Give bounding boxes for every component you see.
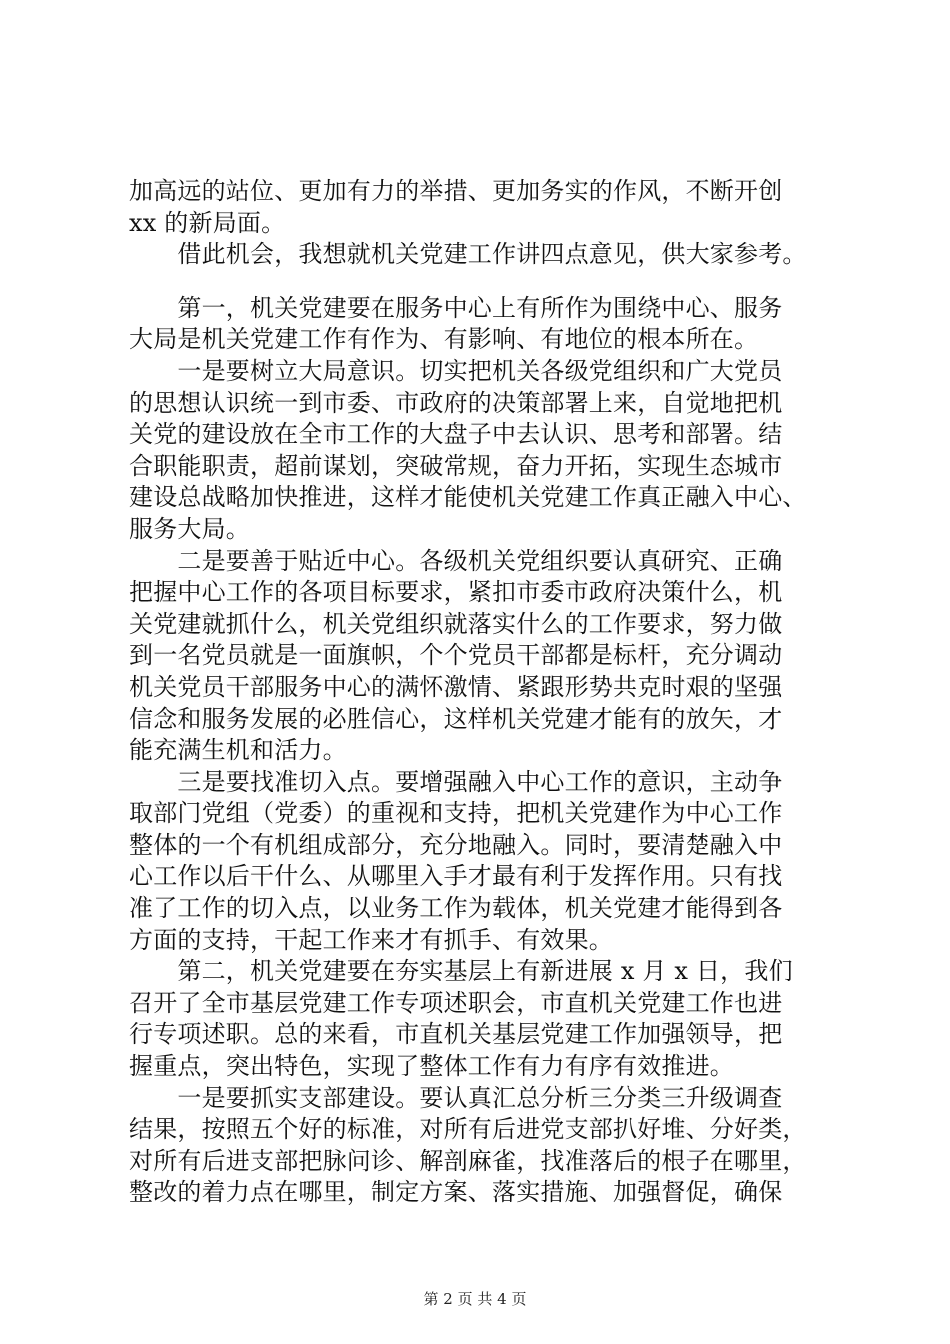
page-footer: [0, 1289, 950, 1309]
document-body: [129, 176, 829, 1209]
text-line: 机关党员干部服务中心的满怀激情、紧跟形势共克时艰的坚强: [129, 672, 783, 701]
text-line: 第一，机关党建要在服务中心上有所作为围绕中心、服务: [129, 293, 783, 322]
text-line: 能充满生机和活力。: [129, 736, 347, 765]
text-line: 心工作以后干什么、从哪里入手才最有利于发挥作用。只有找: [129, 862, 783, 891]
text-line: 准了工作的切入点，以业务工作为载体，机关党建才能得到各: [129, 894, 783, 923]
text-line: 二是要善于贴近中心。各级机关党组织要认真研究、正确: [129, 546, 783, 575]
text-line: 对所有后进支部把脉问诊、解剖麻雀，找准落后的根子在哪里，: [129, 1146, 807, 1175]
text-line: 结果，按照五个好的标准，对所有后进党支部扒好堆、分好类，: [129, 1115, 807, 1144]
text-line: 一是要树立大局意识。切实把机关各级党组织和广大党员: [129, 356, 783, 385]
text-line: 行专项述职。总的来看，市直机关基层党建工作加强领导，把: [129, 1020, 783, 1049]
paragraph-spacer: [129, 271, 829, 293]
text-line: 合职能职责，超前谋划，突破常规，奋力开拓，实现生态城市: [129, 451, 783, 480]
text-line: 到一名党员就是一面旗帜，个个党员干部都是标杆，充分调动: [129, 641, 783, 670]
text-line: 大局是机关党建工作有作为、有影响、有地位的根本所在。: [129, 325, 759, 354]
text-line: 加高远的站位、更加有力的举措、更加务实的作风，不断开创: [129, 177, 783, 205]
page-number-label: 第 2 页 共 4 页: [423, 1290, 527, 1308]
text-line: 握重点，突出特色，实现了整体工作有力有序有效推进。: [129, 1052, 734, 1081]
text-line: 三是要找准切入点。要增强融入中心工作的意识，主动争: [129, 767, 783, 796]
text-line: 关党的建设放在全市工作的大盘子中去认识、思考和部署。结: [129, 420, 783, 449]
text-line: 服务大局。: [129, 514, 250, 543]
text-line: 关党建就抓什么，机关党组织就落实什么的工作要求，努力做: [129, 609, 783, 638]
text-line: 第二，机关党建要在夯实基层上有新进展 x 月 x 日，我们: [129, 957, 793, 986]
text-line: 的思想认识统一到市委、市政府的决策部署上来，自觉地把机: [129, 388, 783, 417]
text-line: 把握中心工作的各项目标要求，紧扣市委市政府决策什么，机: [129, 578, 783, 607]
text-line: 召开了全市基层党建工作专项述职会，市直机关党建工作也进: [129, 988, 783, 1017]
text-line: 信念和服务发展的必胜信心，这样机关党建才能有的放矢，才: [129, 704, 783, 733]
paragraph-block-main: [129, 293, 829, 1209]
text-line: 整改的着力点在哪里，制定方案、落实措施、加强督促，确保: [129, 1178, 783, 1207]
text-line: xx 的新局面。: [129, 208, 286, 237]
text-line: 方面的支持，干起工作来才有抓手、有效果。: [129, 925, 613, 954]
text-line: 借此机会，我想就机关党建工作讲四点意见，供大家参考。: [129, 240, 807, 269]
text-line: 取部门党组（党委）的重视和支持，把机关党建作为中心工作: [129, 799, 783, 828]
paragraph-block-intro: [129, 176, 829, 271]
text-line: 整体的一个有机组成部分，充分地融入。同时，要清楚融入中: [129, 830, 783, 859]
text-line: 一是要抓实支部建设。要认真汇总分析三分类三升级调查: [129, 1083, 783, 1112]
text-line: 建设总战略加快推进，这样才能使机关党建工作真正融入中心、: [129, 483, 807, 512]
